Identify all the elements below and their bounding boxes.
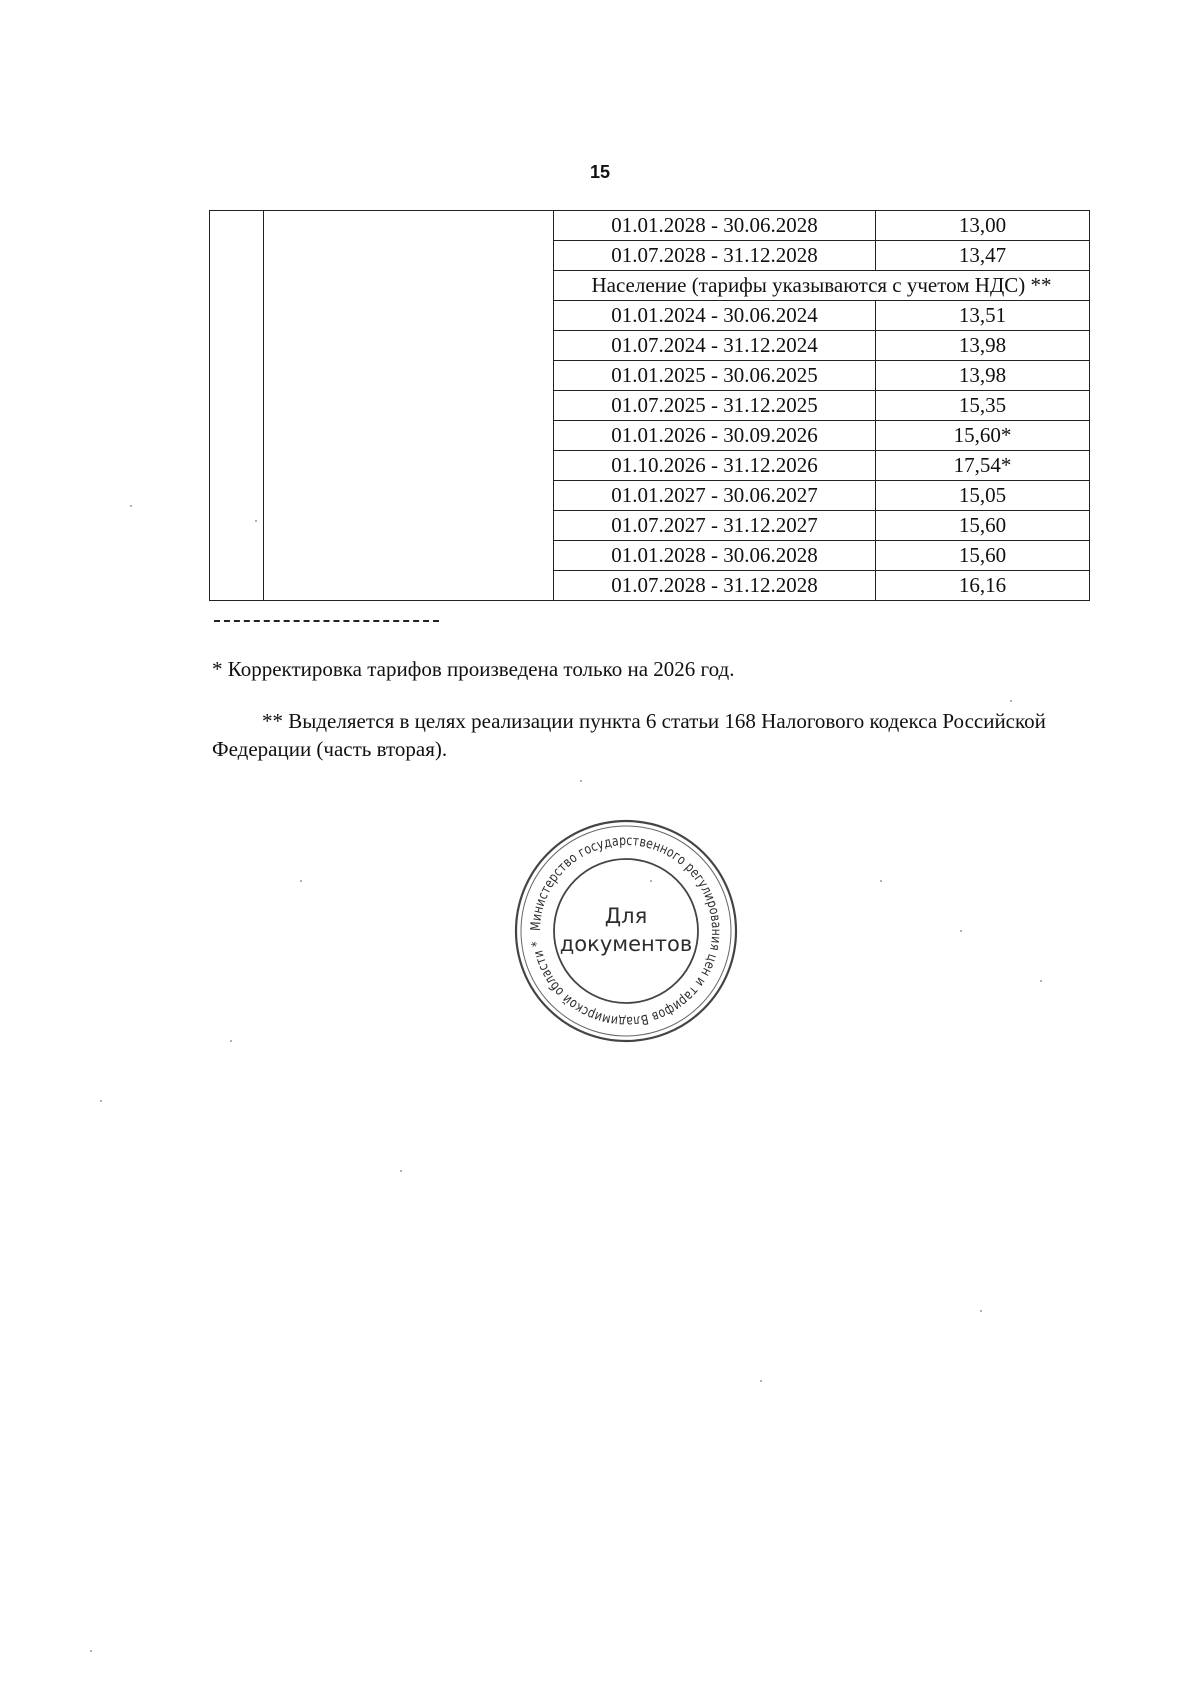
- tariff-value-cell: 13,00: [876, 211, 1090, 241]
- stamp-center-line-2: документов: [559, 932, 693, 956]
- blank-name-cell: [264, 211, 554, 601]
- scan-speck: [300, 880, 302, 882]
- page-number: 15: [589, 162, 611, 182]
- official-stamp: [510, 815, 742, 1047]
- scan-speck: [130, 505, 132, 507]
- scan-speck: [230, 1040, 232, 1042]
- period-cell: 01.07.2028 - 31.12.2028: [554, 241, 876, 271]
- scan-speck: [580, 780, 582, 782]
- scan-speck: [90, 1650, 92, 1652]
- scan-speck: [760, 1380, 762, 1382]
- scan-speck: [400, 1170, 402, 1172]
- blank-number-cell: [210, 211, 264, 601]
- period-cell: 01.01.2028 - 30.06.2028: [554, 541, 876, 571]
- tariff-value-cell: 15,05: [876, 481, 1090, 511]
- scan-speck: [1010, 700, 1012, 702]
- footnote-1: * Корректировка тарифов произведена только на 2026 год.: [212, 657, 735, 681]
- table-row: [210, 211, 1090, 241]
- tariff-value-cell: 13,47: [876, 241, 1090, 271]
- period-cell: 01.10.2026 - 31.12.2026: [554, 451, 876, 481]
- tariff-value-cell: 15,60: [876, 541, 1090, 571]
- tariff-value-cell: 13,98: [876, 361, 1090, 391]
- scan-speck: [960, 930, 962, 932]
- stamp-center-line-1: Для: [604, 904, 648, 928]
- period-cell: 01.07.2024 - 31.12.2024: [554, 331, 876, 361]
- tariff-value-cell: 15,35: [876, 391, 1090, 421]
- period-cell: 01.01.2028 - 30.06.2028: [554, 211, 876, 241]
- tariff-table-body: [210, 211, 1090, 601]
- tariff-value-cell: 15,60*: [876, 421, 1090, 451]
- period-cell: 01.07.2027 - 31.12.2027: [554, 511, 876, 541]
- scan-speck: [100, 1100, 102, 1102]
- scan-speck: [880, 880, 882, 882]
- scan-speck: [1040, 980, 1042, 982]
- tariff-value-cell: 15,60: [876, 511, 1090, 541]
- section-header-cell: Население (тарифы указываются с учетом НДС) **: [554, 271, 1090, 301]
- period-cell: 01.01.2026 - 30.09.2026: [554, 421, 876, 451]
- scan-speck: [255, 520, 257, 522]
- period-cell: 01.01.2025 - 30.06.2025: [554, 361, 876, 391]
- tariff-value-cell: 13,98: [876, 331, 1090, 361]
- period-cell: 01.01.2024 - 30.06.2024: [554, 301, 876, 331]
- footnote-separator: [214, 620, 439, 622]
- tariff-value-cell: 13,51: [876, 301, 1090, 331]
- period-cell: 01.07.2025 - 31.12.2025: [554, 391, 876, 421]
- footnote-2: ** Выделяется в целях реализации пункта 6 статьи 168 Налогового кодекса Российской Федерации (часть вторая).: [212, 709, 1046, 761]
- period-cell: 01.01.2027 - 30.06.2027: [554, 481, 876, 511]
- scan-speck: [650, 880, 652, 882]
- tariff-table: [209, 210, 1090, 601]
- stamp-ring-text-path: Министерство государственного регулирования цен и тарифов Владимирской области *: [527, 832, 725, 1030]
- scan-speck: [980, 1310, 982, 1312]
- period-cell: 01.07.2028 - 31.12.2028: [554, 571, 876, 601]
- tariff-value-cell: 16,16: [876, 571, 1090, 601]
- tariff-value-cell: 17,54*: [876, 451, 1090, 481]
- stamp-ring-text: [528, 833, 724, 1029]
